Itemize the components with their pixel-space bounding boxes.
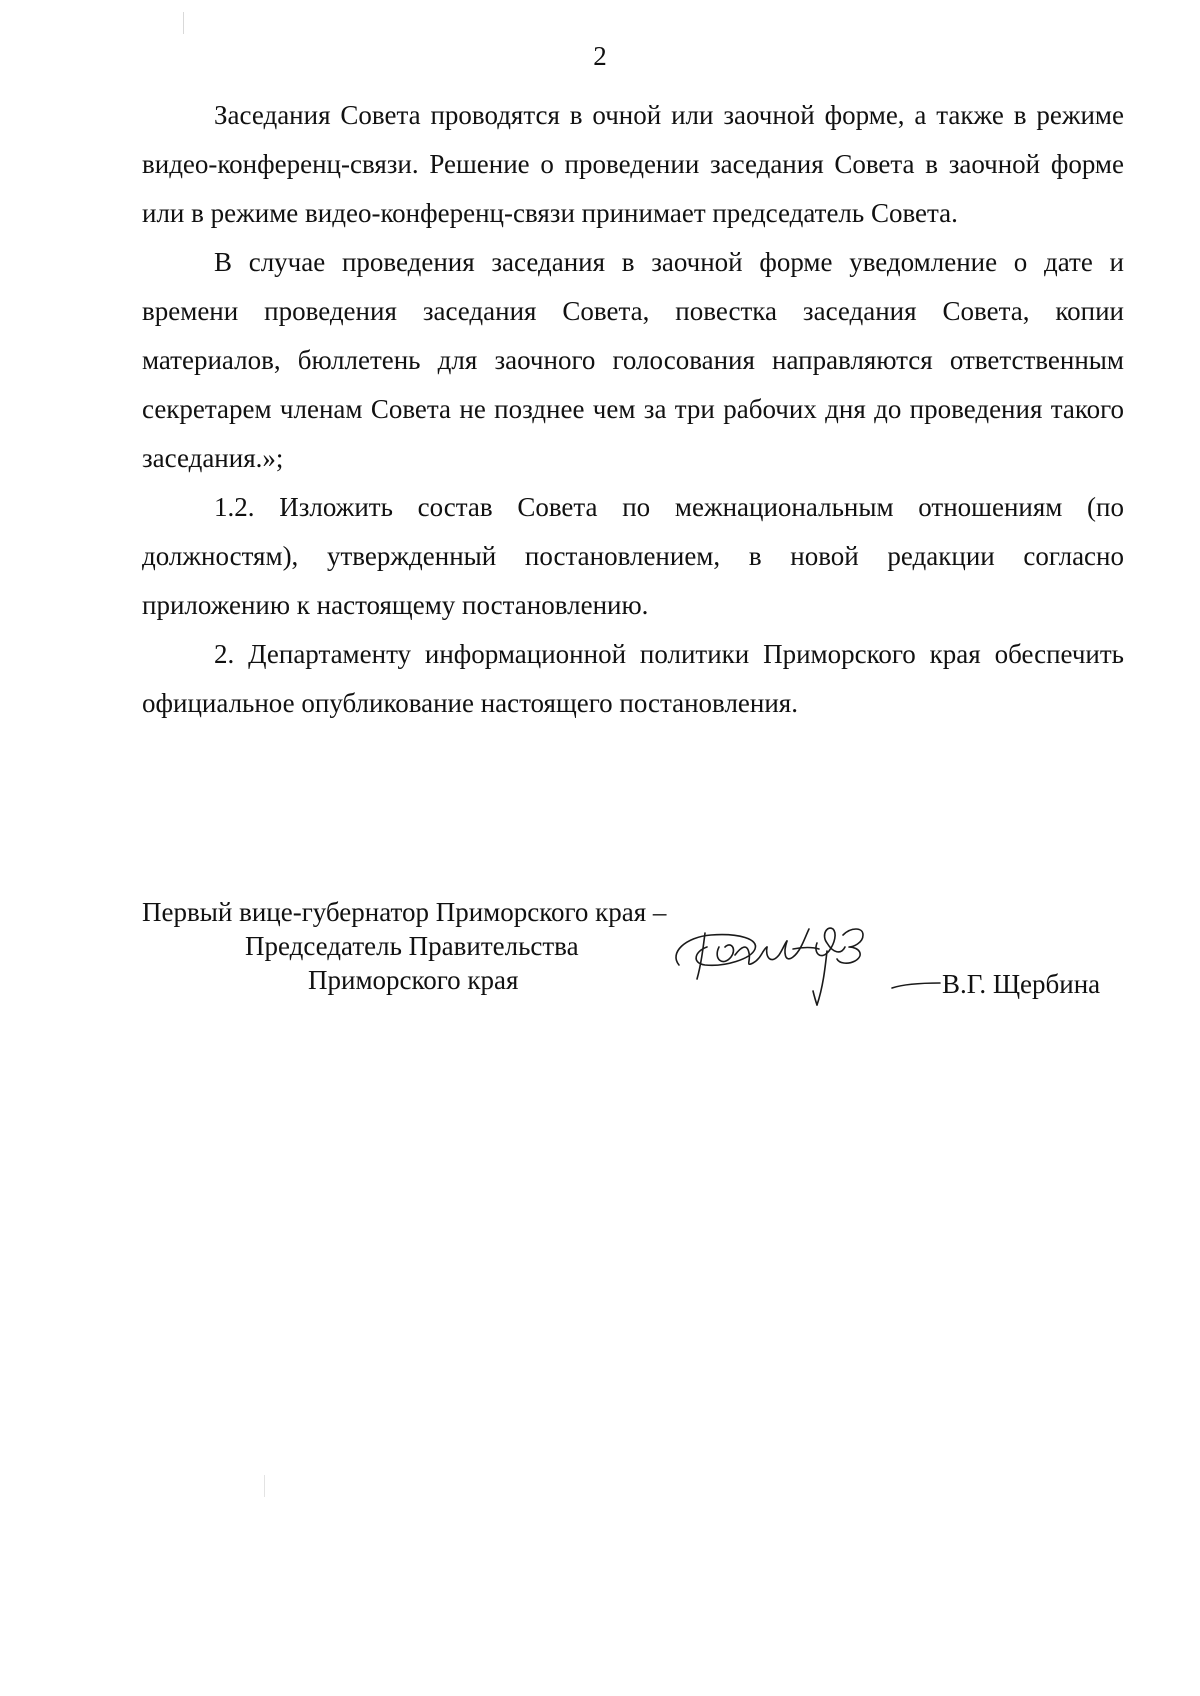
document-body <box>142 91 1124 728</box>
signer-name: В.Г. Щербина <box>942 969 1101 999</box>
paragraph-item-1-2: 1.2. Изложить состав Совета по межнациональным отношениям (по должностям), утвержденный постановлением, в новой редакции согласно приложению к настоящему постановлению. <box>142 492 1124 620</box>
page-number: 2 <box>593 41 607 71</box>
signatory-position-line-1: Первый вице-губернатор Приморского края – <box>142 897 667 927</box>
signatory-position-line-3: Приморского края <box>308 965 519 995</box>
paragraph-absentee-meeting: В случае проведения заседания в заочной форме уведомление о дате и времени проведения заседания Совета, повестка заседания Совета, копии материалов, бюллетень для заочного голосования направляются ответственным секретарем членам Совета не позднее чем за три рабочих дня до проведения такого заседания.»; <box>142 247 1124 473</box>
paragraph-item-2: 2. Департаменту информационной политики Приморского края обеспечить официальное опубликование настоящего постановления. <box>142 639 1124 718</box>
signature-tail-stroke <box>890 979 942 991</box>
paragraph-council-meetings: Заседания Совета проводятся в очной или заочной форме, а также в режиме видео-конференц-связи. Решение о проведении заседания Совета в заочной форме или в режиме видео-конференц-связи принимает председатель Совета. <box>142 100 1124 228</box>
signatory-position-line-2: Председатель Правительства <box>245 931 579 961</box>
scan-artifact <box>264 1475 265 1497</box>
scan-artifact <box>183 12 184 34</box>
handwritten-signature <box>667 907 902 1017</box>
signature-block <box>142 895 1142 1035</box>
